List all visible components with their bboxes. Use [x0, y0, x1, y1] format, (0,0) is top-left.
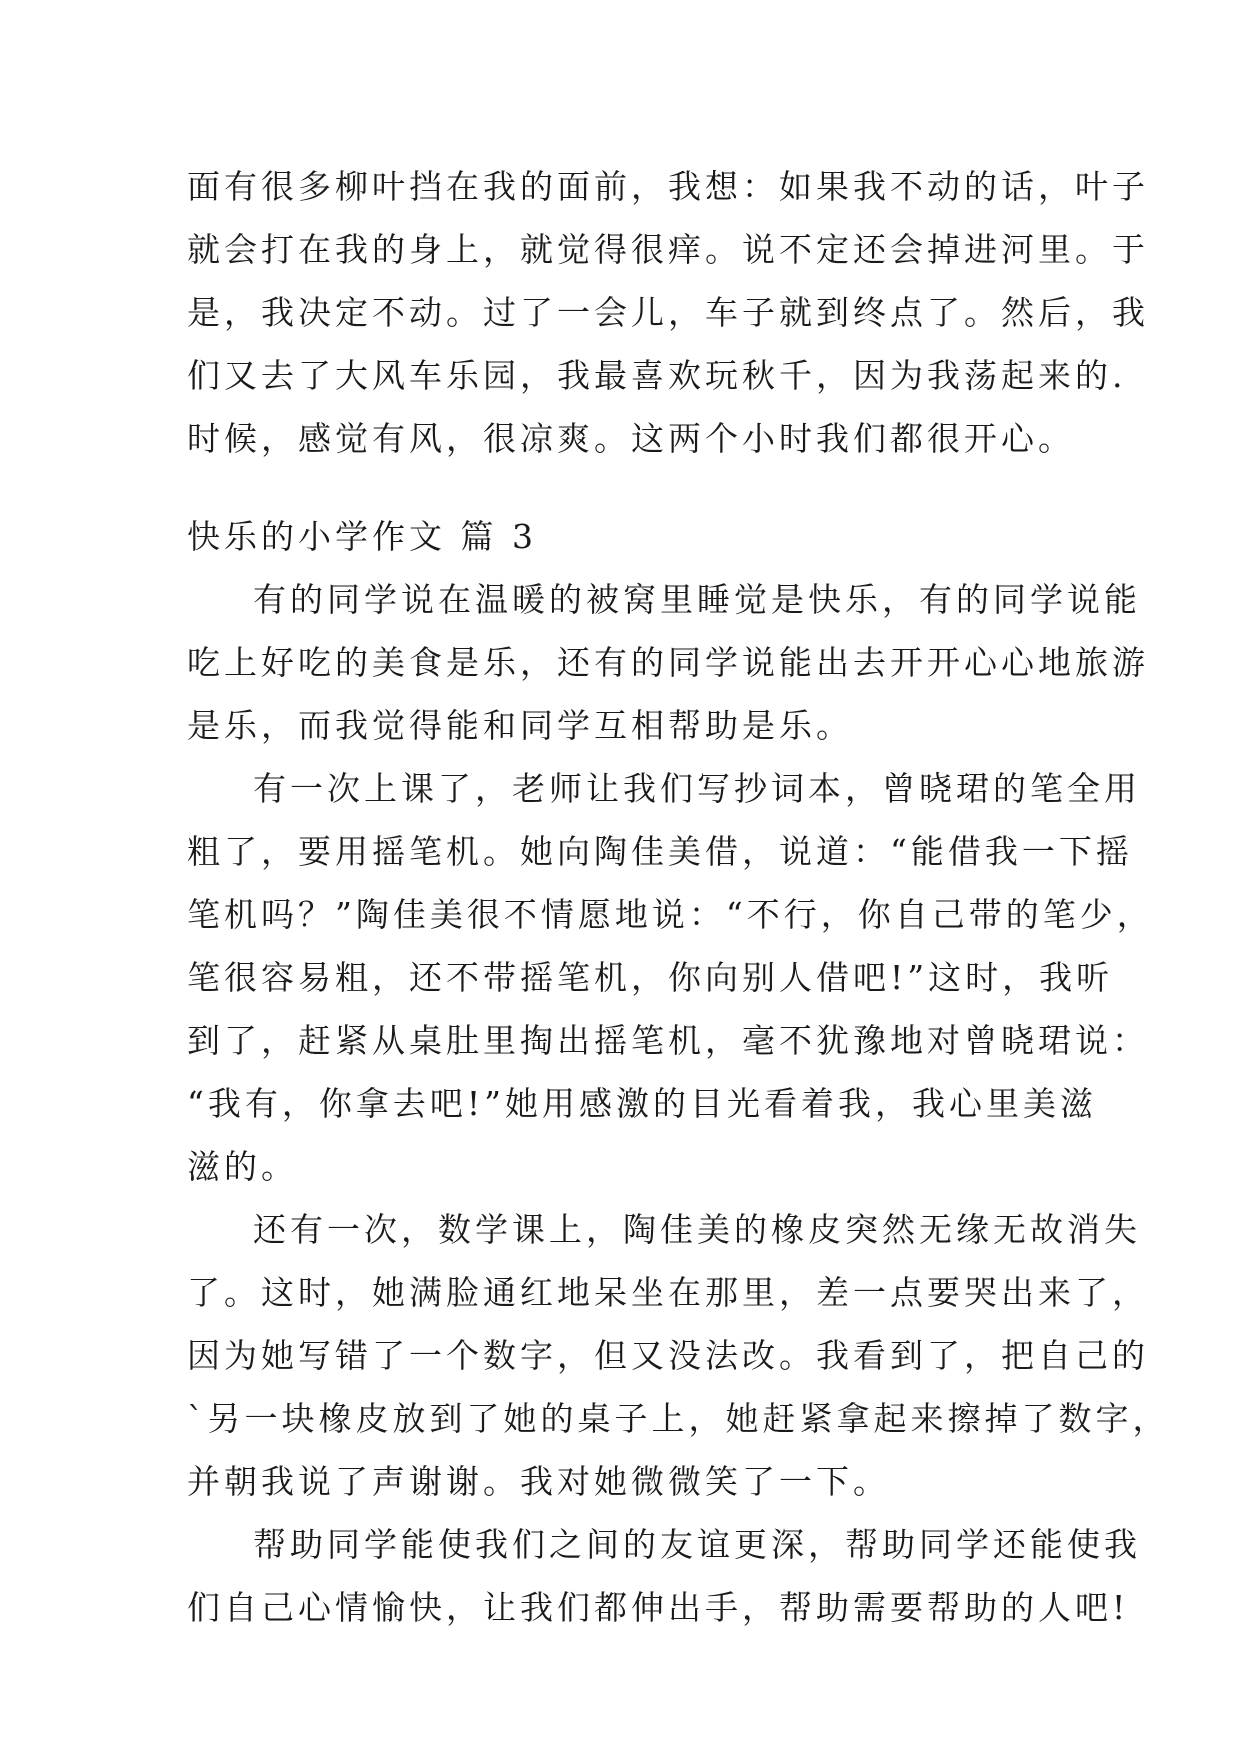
text-line: 们又去了大风车乐园，我最喜欢玩秋千，因为我荡起来的.: [187, 356, 1127, 395]
text-line: 时候，感觉有风，很凉爽。这两个小时我们都很开心。: [187, 419, 1075, 458]
section-gap: [187, 470, 1087, 505]
text-line: “我有，你拿去吧!”她用感激的目光看着我，我心里美滋: [187, 1084, 1098, 1123]
text-line: 了。这时，她满脸通红地呆坐在那里，差一点要哭出来了，: [187, 1273, 1149, 1312]
text-line: 滋的。: [187, 1147, 298, 1186]
paragraph-4: [187, 1513, 1141, 1639]
text-line: 笔很容易粗，还不带摇笔机，你向别人借吧!”这时，我听: [187, 958, 1114, 997]
text-line: 到了，赶紧从桌肚里掏出摇笔机，毫不犹豫地对曾晓珺说：: [187, 1021, 1149, 1060]
paragraph-1: [187, 568, 1149, 757]
paragraph-3: [187, 1198, 1170, 1513]
text-line: 因为她写错了一个数字，但又没法改。我看到了，把自己的: [187, 1336, 1149, 1375]
text-line: 是乐，而我觉得能和同学互相帮助是乐。: [187, 706, 853, 745]
text-line: 帮助同学能使我们之间的友谊更深，帮助同学还能使我: [253, 1525, 1141, 1564]
section-heading: 快乐的小学作文 篇 3: [187, 517, 537, 556]
text-line: 有的同学说在温暖的被窝里睡觉是快乐，有的同学说能: [253, 580, 1141, 619]
text-line: 还有一次，数学课上，陶佳美的橡皮突然无缘无故消失: [253, 1210, 1141, 1249]
text-line: 并朝我说了声谢谢。我对她微微笑了一下。: [187, 1462, 890, 1501]
document-body: [187, 155, 1170, 1639]
text-line: 就会打在我的身上，就觉得很痒。说不定还会掉进河里。于: [187, 230, 1149, 269]
text-line: 笔机吗？”陶佳美很不情愿地说：“不行，你自己带的笔少，: [187, 895, 1154, 934]
text-line: 们自己心情愉快，让我们都伸出手，帮助需要帮助的人吧!: [187, 1588, 1130, 1627]
paragraph-2: [187, 757, 1154, 1198]
text-line: `另一块橡皮放到了她的桌子上，她赶紧拿起来擦掉了数字，: [187, 1399, 1170, 1438]
text-line: 粗了，要用摇笔机。她向陶佳美借，说道：“能借我一下摇: [187, 832, 1133, 871]
paragraph-continued: [187, 155, 1149, 470]
text-line: 吃上好吃的美食是乐，还有的同学说能出去开开心心地旅游: [187, 643, 1149, 682]
text-line: 面有很多柳叶挡在我的面前，我想：如果我不动的话，叶子: [187, 167, 1149, 206]
text-line: 是，我决定不动。过了一会儿，车子就到终点了。然后，我: [187, 293, 1149, 332]
text-line: 有一次上课了，老师让我们写抄词本，曾晓珺的笔全用: [253, 769, 1141, 808]
